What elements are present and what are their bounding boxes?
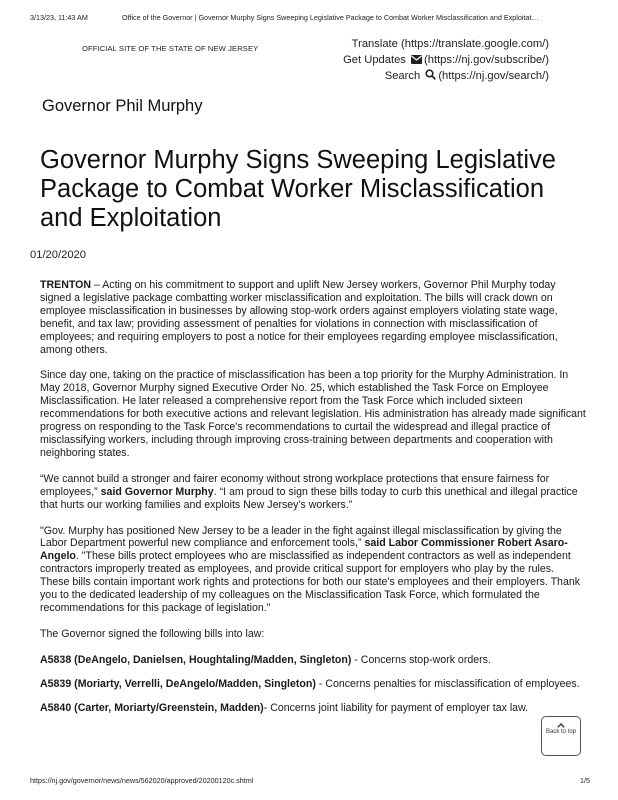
speaker-attribution: said Labor Commissioner Robert Asaro-Angelo bbox=[40, 537, 568, 563]
bill-id: A5838 (DeAngelo, Danielsen, Houghtaling/Madden, Singleton) bbox=[40, 653, 352, 666]
bill-description: - Concerns stop-work orders. bbox=[351, 653, 491, 666]
bill-item bbox=[40, 702, 586, 715]
dateline: TRENTON bbox=[40, 279, 92, 291]
utility-links bbox=[343, 36, 549, 84]
search-url: (https://nj.gov/search/) bbox=[438, 70, 549, 82]
back-to-top-label: Back to top bbox=[545, 729, 577, 735]
paragraph: “We cannot build a stronger and fairer economy without strong workplace protections that ensure fairness for employees,” said Governor Murphy. “I am proud to sign these bills today to curb this unethical and illegal practice that hurts our working families and exploits New Jersey's workers.” bbox=[40, 472, 578, 511]
bill-item bbox=[40, 678, 586, 691]
paragraph: Since day one, taking on the practice of misclassification has been a top priority for the Murphy Administration. In May 2018, Governor Murphy signed Executive Order No. 25, which established the Task Force on Employee Misclassification. He later released a comprehensive report from the Task Force which included sixteen recommendations for both executive actions and relevant legislation. His administration has already made significant progress on responding to the Task Force's recommendations to curtail the widespread and illegal practice of misclassifying workers, including through improving cross-training between departments and cooperation with neighboring states. bbox=[40, 369, 586, 459]
governor-name[interactable]: Governor Phil Murphy bbox=[42, 97, 203, 115]
paragraph: TRENTON – Acting on his commitment to support and uplift New Jersey workers, Governor Phil Murphy today signed a legislative package combatting worker misclassification and exploitation. The bills will crack down on employee misclassification in businesses by allowing stop-work orders against employers violating state wage, benefit, and tax law; providing assessment of penalties for violations in connection with misclassification of employees; and requiring employers to post a notice for their employees regarding employee misclassification, among others. bbox=[40, 279, 558, 356]
chevron-up-icon bbox=[557, 723, 565, 728]
translate-link[interactable]: Translate (https://translate.google.com/) bbox=[351, 38, 549, 50]
paragraph: The Governor signed the following bills into law: bbox=[40, 627, 265, 640]
official-site-label: OFFICIAL SITE OF THE STATE OF NEW JERSEY bbox=[82, 44, 259, 53]
search-label: Search bbox=[384, 70, 421, 82]
envelope-icon bbox=[411, 55, 422, 64]
paragraph: "Gov. Murphy has positioned New Jersey to be a leader in the fight against illegal misclassification by giving the Labor Department powerful new compliance and enforcement tools,” said Labor Commissioner Robert Asaro-Angelo. "These bills protect employees who are misclassified as independent contractors as well as independent contractors improperly treated as employees, and provide critical support for employers who play by the rules. These bills contain important work rights and protections for both our state's employees and their employers. Thank you to the dedicated leadership of my colleagues on the Misclassification Task Force, which formulated the recommendations for this package of legislation." bbox=[40, 524, 581, 614]
print-datetime: 3/13/23, 11:43 AM bbox=[30, 13, 88, 22]
print-page-title: Office of the Governor | Governor Murphy Signs Sweeping Legislative Package to Combat Worker Misclassification and Exploitat… bbox=[122, 13, 539, 22]
search-link[interactable] bbox=[343, 68, 549, 84]
bill-item bbox=[40, 654, 586, 667]
get-updates-url: (https://nj.gov/subscribe/) bbox=[424, 54, 549, 66]
bill-description: - Concerns joint liability for payment of employer tax law. bbox=[263, 701, 529, 714]
page-url: https://nj.gov/governor/news/news/562020/approved/20200120c.shtml bbox=[30, 776, 254, 785]
bill-id: A5839 (Moriarty, Verrelli, DeAngelo/Madden, Singleton) bbox=[40, 677, 316, 690]
get-updates-label: Get Updates bbox=[343, 54, 406, 66]
article-headline: Governor Murphy Signs Sweeping Legislative Package to Combat Worker Misclassification and Exploitation bbox=[40, 146, 556, 232]
speaker-attribution: said Governor Murphy bbox=[100, 485, 214, 498]
magnifier-icon bbox=[425, 69, 436, 80]
publish-date: 01/20/2020 bbox=[30, 249, 86, 261]
back-to-top-button[interactable] bbox=[541, 716, 581, 756]
page-number: 1/5 bbox=[580, 776, 590, 785]
bill-description: - Concerns penalties for misclassification of employees. bbox=[315, 677, 580, 690]
get-updates-link[interactable] bbox=[343, 52, 549, 68]
article-body bbox=[40, 279, 586, 725]
bill-id: A5840 (Carter, Moriarty/Greenstein, Madden) bbox=[40, 701, 264, 714]
